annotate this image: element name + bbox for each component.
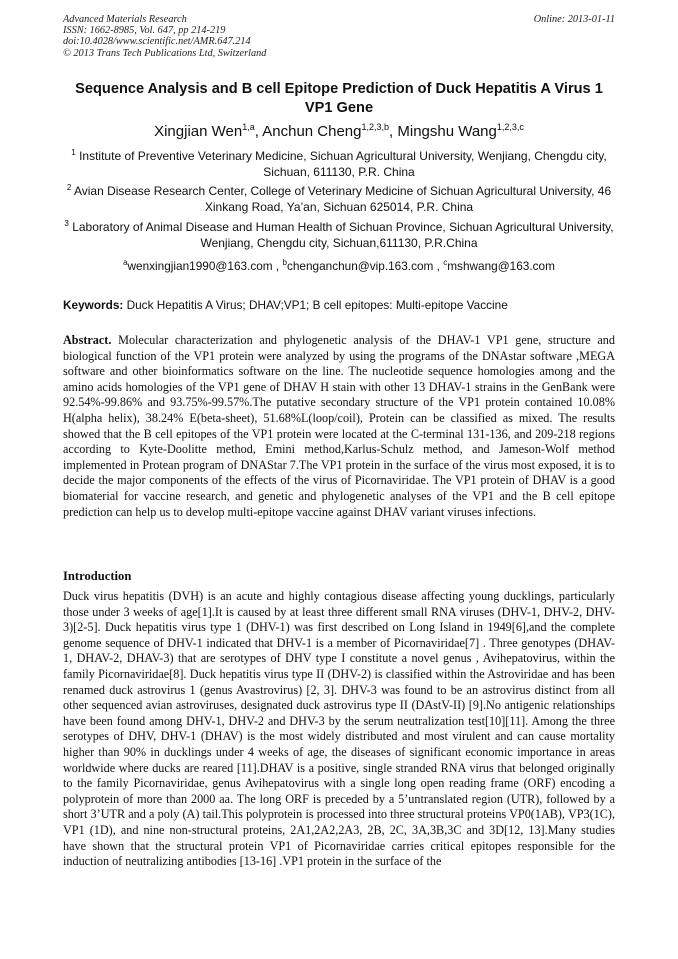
keywords-label: Keywords: (63, 298, 124, 312)
keywords-text: Duck Hepatitis A Virus; DHAV;VP1; B cell epitopes: Multi-epitope Vaccine (123, 298, 508, 312)
abstract-text: Molecular characterization and phylogenetic analysis of the DHAV-1 VP1 gene, structure and biological function of the VP1 protein were analyzed by using the programs of the DNAstar software ,MEGA software and other bioinformatics software on the line. The nucleotide sequence homologies among and the amino acids homologies of the VP1 gene of DHAV H stain with other 13 DHAV-1 strains in the GenBank were 92.54%-99.86% and 93.75%-99.57%.The putative secondary structure of the VP1 protein contained 10.08% H(alpha helix), 38.24% E(beta-sheet), 51.68%L(loop/coil), Protein can be classified as mixed. The results showed that the B cell epitopes of the VP1 protein were located at the C-terminal 131-136, and 209-218 regions according to Kyte-Doolitte method, Emini method,Karlus-Schulz method, and Jameson-Wolf method implemented in Protean program of DNAStar 7.The VP1 protein in the surface of the virus most exposed, it is to decide the major components of the effects of the virus of Picornaviridae. The VP1 protein of DHAV is a good biomaterial for vaccine research, and genetic and phylogenetic analyses of the VP1 and the B cell epitope prediction can help us to develop multi-epitope vaccine against DHAV variant viruses infections. (63, 333, 615, 519)
author: Anchun Cheng$^{1,2,3,b}$ (262, 122, 390, 140)
affiliation-2: $^2$ Avian Disease Research Center, College of Veterinary Medicine of Sichuan Agricultural University, 46 Xinkang Road, Ya’an, Sichuan 625014, P.R. China (66, 183, 612, 214)
email-list: $^a$wenxingjian1990@163.com , $^b$chenganchun@vip.163.com , $^c$mshwang@163.com (123, 258, 555, 273)
paper-title: Sequence Analysis and B cell Epitope Prediction of Duck Hepatitis A Virus 1 VP1 Gene (75, 81, 603, 116)
journal-name: Advanced Materials Research (63, 14, 187, 25)
issn-line: ISSN: 1662-8985, Vol. 647, pp 214-219 (63, 25, 226, 37)
online-date: Online: 2013-01-11 (533, 14, 615, 25)
affiliation-3: $^3$ Laboratory of Animal Disease and Human Health of Sichuan Province, Sichuan Agricultural University, Wenjiang, Chengdu city, Sichuan,611130, P.R.China (64, 219, 614, 250)
email-link[interactable]: chenganchun@vip.163.com (286, 259, 434, 273)
author-list: Xingjian Wen$^{1,a}$, Anchun Cheng$^{1,2,3,b}$, Mingshu Wang$^{1,2,3,c}$ (154, 122, 524, 140)
author: Xingjian Wen$^{1,a}$ (154, 122, 255, 140)
author: Mingshu Wang$^{1,2,3,c}$ (397, 122, 524, 140)
doi-line: doi:10.4028/www.scientific.net/AMR.647.214 (63, 36, 251, 48)
introduction-text: Duck virus hepatitis (DVH) is an acute and highly contagious disease affecting young ducklings, particularly those under 3 weeks of age[1].It is caused by at least three different small RNA viruses (DHV-1, DHV-2, DHV-3)[2-5]. Duck hepatitis virus type 1 (DHV-1) was first described on Long Island in 1949[6],and the complete genome sequence of DHV-1 indicated that DHV-1 is a member of Picornaviridae[7] . Three genotypes (DHAV-1, DHAV-2, DHAV-3) that are serotypes of DHV type I constitute a novel genus , Avihepatovirus, within the family Picornaviridae[8]. Duck hepatitis virus type II (DHV-2) is classified within the Astroviridae and has been renamed duck astrovirus 1 (genus Avastrovirus) [2, 3]. DHV-3 was found to be an astrovirus distinct from all other sequenced avian astroviruses, designated duck astrovirus type II (DAstV-II) [9].No antigenic relationships have been found among DHV-1, DHV-2 and DHV-3 by the serum neutralization test[10][11]. Among the three serotypes of DHV, DHV-1 (DHAV) is the most widely distributed and most virulent and can cause mortality higher than 90% in ducklings under 4 weeks of age, the diseases of significant economic importance in areas worldwide where ducks are reared [11].DHAV is a positive, single stranded RNA virus that belonged originally to the family Picornaviridae, genus Avihepatovirus with a single long open reading frame (ORF) encoding a polyprotein of more than 2000 aa. The long ORF is preceded by a 5’untranslated region (UTR), followed by a short 3’UTR and a poly (A) tail.This polyprotein is processed into three structural proteins VP0(1AB), VP3(1C), VP1 (1D), and nine non-structural proteins, 2A1,2A2,2A3, 2B, 2C, 3A,3B,3C and 3D[12, 13].Many studies have shown that the structural protein VP1 of Picornaviridae carries critical epitopes responsible for the induction of neutralizing antibodies [13-16] .VP1 protein in the surface of the (63, 589, 615, 869)
abstract (63, 333, 615, 520)
keywords (63, 298, 615, 313)
journal-header (63, 14, 615, 59)
email-link[interactable]: wenxingjian1990@163.com (127, 259, 273, 273)
introduction-heading: Introduction (63, 569, 132, 583)
affiliation-1: $^1$ Institute of Preventive Veterinary Medicine, Sichuan Agricultural University, Wenjiang, Chengdu city, Sichuan, 611130, P.R. China (71, 148, 607, 179)
abstract-label: Abstract. (63, 333, 112, 347)
email-link[interactable]: mshwang@163.com (447, 259, 555, 273)
copyright-line: © 2013 Trans Tech Publications Ltd, Switzerland (63, 47, 267, 59)
